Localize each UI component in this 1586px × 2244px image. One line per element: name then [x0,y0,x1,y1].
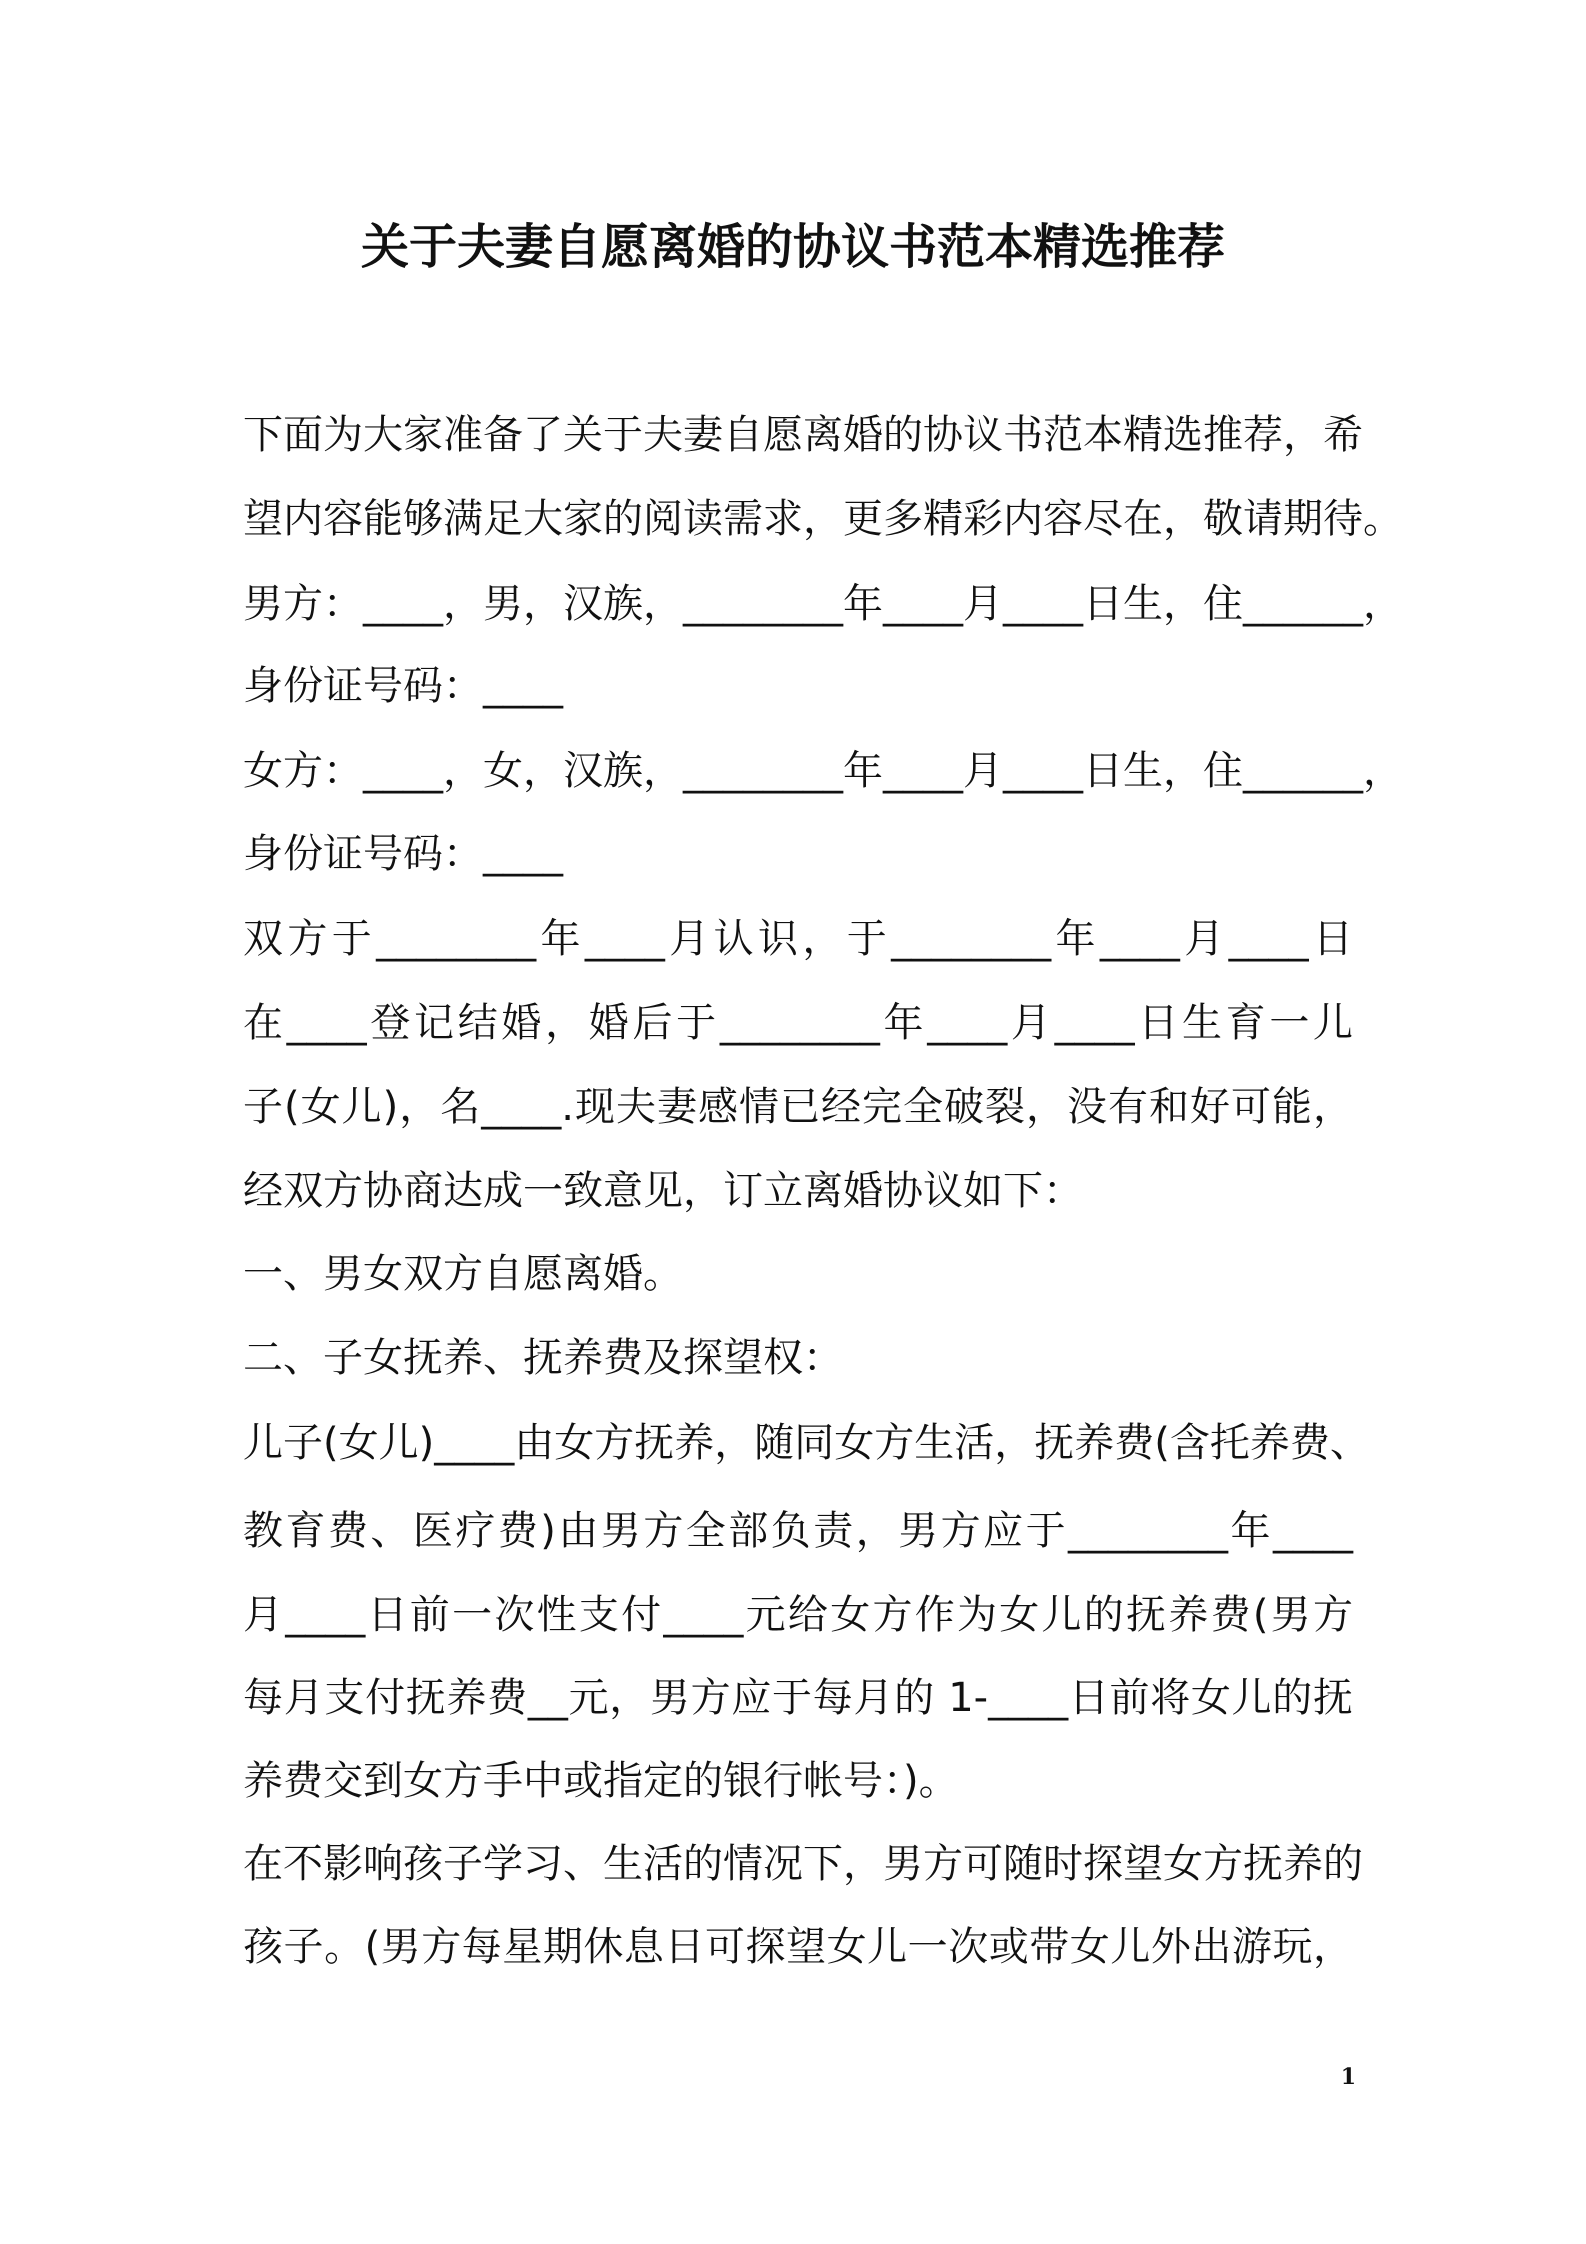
paragraph-line: 月____日前一次性支付____元给女方作为女儿的抚养费(男方 [243,1592,1353,1638]
paragraph-line: 教育费、医疗费)由男方全部负责，男方应于________年____ [243,1508,1353,1554]
paragraph-line: 一、男女双方自愿离婚。 [243,1251,683,1297]
paragraph-line: 经双方协商达成一致意见，订立离婚协议如下： [243,1168,1083,1214]
page-number: 1 [1340,2064,1356,2090]
paragraph-line: 养费交到女方手中或指定的银行帐号：)。 [243,1758,959,1804]
paragraph-line: 双方于________年____月认识，于________年____月____日 [243,916,1353,962]
paragraph-line: 在____登记结婚，婚后于________年____月____日生育一儿 [243,1000,1353,1046]
paragraph-line: 身份证号码：____ [243,663,563,709]
paragraph-line: 儿子(女儿)____由女方抚养，随同女方生活，抚养费(含托养费、 [243,1420,1370,1466]
paragraph-line: 孩子。(男方每星期休息日可探望女儿一次或带女儿外出游玩， [243,1924,1353,1970]
paragraph-line: 身份证号码：____ [243,831,563,877]
paragraph-line: 二、子女抚养、抚养费及探望权： [243,1335,843,1381]
paragraph-line: 每月支付抚养费__元，男方应于每月的 1-____日前将女儿的抚 [243,1675,1353,1721]
paragraph-line: 在不影响孩子学习、生活的情况下，男方可随时探望女方抚养的 [243,1841,1363,1887]
paragraph-line: 望内容能够满足大家的阅读需求，更多精彩内容尽在，敬请期待。 [243,496,1403,542]
paragraph-line: 子(女儿)，名____.现夫妻感情已经完全破裂，没有和好可能， [243,1084,1353,1130]
paragraph-line: 女方：____，女，汉族，________年____月____日生，住______， [243,748,1403,794]
paragraph-line: 下面为大家准备了关于夫妻自愿离婚的协议书范本精选推荐，希 [243,412,1363,458]
document-title: 关于夫妻自愿离婚的协议书范本精选推荐 [360,219,1225,275]
paragraph-line: 男方：____，男，汉族，________年____月____日生，住______， [243,581,1403,627]
